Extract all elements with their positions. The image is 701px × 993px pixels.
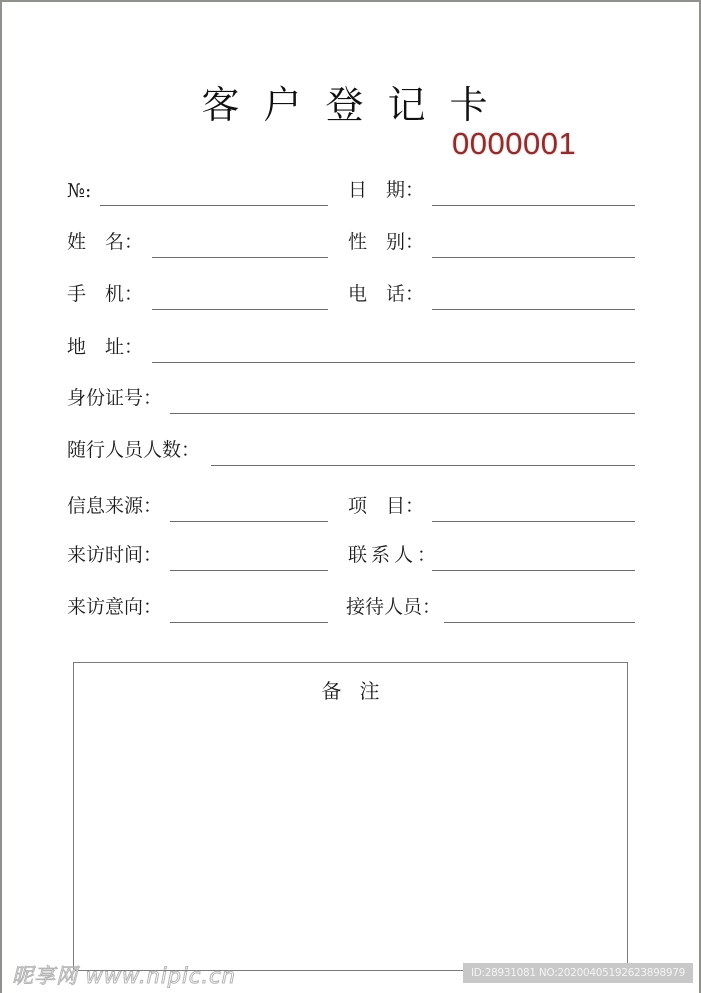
- field-receptionist-input[interactable]: [444, 622, 635, 623]
- field-info-source-input[interactable]: [170, 521, 328, 522]
- field-name-label: 姓 名：: [67, 231, 144, 253]
- field-no-label: №:: [67, 180, 92, 202]
- serial-number: 0000001: [452, 126, 577, 161]
- field-companions: [67, 436, 635, 466]
- remarks-box[interactable]: [73, 662, 628, 971]
- remarks-heading: 备注: [321, 679, 398, 703]
- field-mobile-input[interactable]: [152, 309, 328, 310]
- field-address-label: 地 址：: [67, 336, 144, 358]
- field-project: [348, 492, 635, 522]
- field-phone: [348, 280, 635, 310]
- watermark-id: ID:28931081 NO:20200405192623898979: [463, 963, 693, 983]
- field-visit-time: [67, 541, 329, 571]
- field-gender-input[interactable]: [432, 257, 635, 258]
- field-companions-label: 随行人员人数：: [67, 439, 201, 461]
- field-visit-intent: [67, 593, 329, 623]
- field-phone-label: 电 话：: [348, 283, 425, 305]
- field-visit-intent-label: 来访意向：: [67, 596, 163, 618]
- field-receptionist-label: 接待人员：: [346, 596, 442, 618]
- field-id-number-label: 身份证号：: [67, 387, 163, 409]
- field-gender: [348, 228, 635, 258]
- field-date-label: 日 期：: [348, 179, 425, 201]
- field-mobile-label: 手 机：: [67, 283, 144, 305]
- field-name-input[interactable]: [152, 257, 328, 258]
- field-mobile: [67, 280, 329, 310]
- field-visit-time-label: 来访时间：: [67, 544, 163, 566]
- field-no: [67, 176, 329, 206]
- field-address: [67, 333, 635, 363]
- field-visit-intent-input[interactable]: [170, 622, 328, 623]
- field-contact-input[interactable]: [432, 570, 635, 571]
- field-info-source-label: 信息来源：: [67, 495, 163, 517]
- field-id-number: [67, 384, 635, 414]
- field-date-input[interactable]: [432, 205, 635, 206]
- field-address-input[interactable]: [152, 362, 635, 363]
- field-receptionist: [346, 593, 635, 623]
- field-no-input[interactable]: [100, 205, 328, 206]
- field-id-number-input[interactable]: [170, 413, 635, 414]
- field-contact: [348, 541, 635, 571]
- field-contact-label: 联系人：: [348, 544, 441, 566]
- field-phone-input[interactable]: [432, 309, 635, 310]
- page-title: 客户登记卡: [201, 83, 512, 127]
- watermark-logo: 昵享网 www.nipic.cn: [12, 964, 236, 988]
- field-name: [67, 228, 329, 258]
- field-visit-time-input[interactable]: [170, 570, 328, 571]
- field-date: [348, 176, 635, 206]
- field-gender-label: 性 别：: [348, 231, 425, 253]
- field-companions-input[interactable]: [211, 465, 635, 466]
- field-info-source: [67, 492, 329, 522]
- field-project-input[interactable]: [432, 521, 635, 522]
- field-project-label: 项 目：: [348, 495, 425, 517]
